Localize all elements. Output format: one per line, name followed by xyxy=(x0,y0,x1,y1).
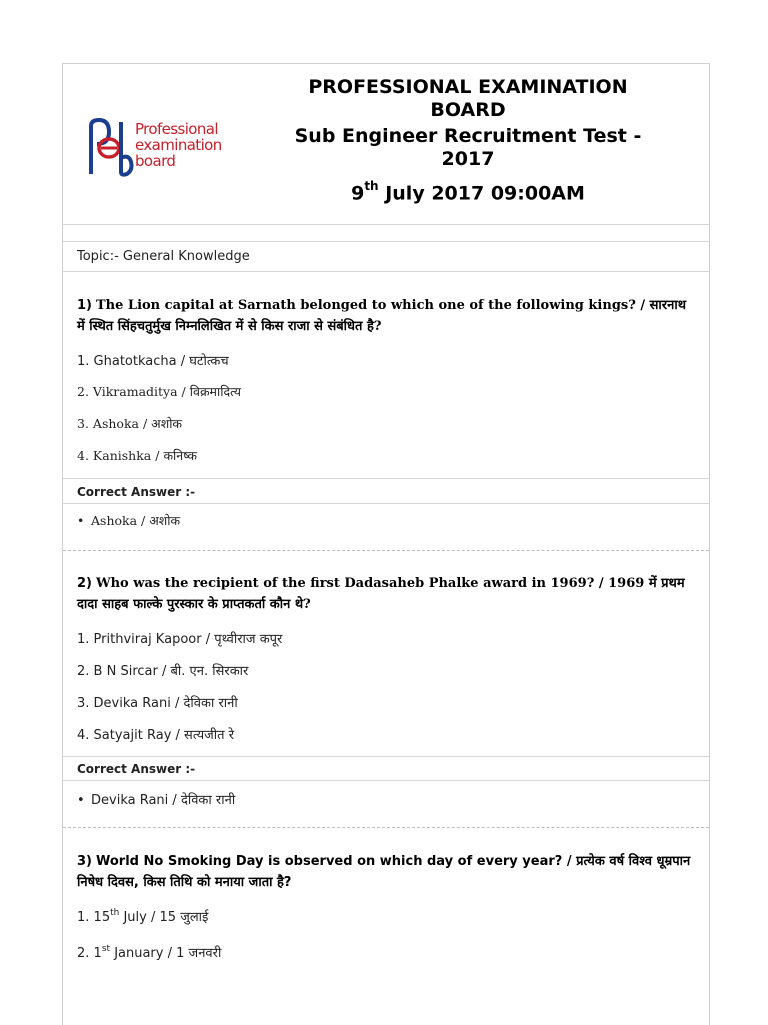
question-3 xyxy=(77,851,697,893)
logo-line: Professional xyxy=(135,120,218,138)
logo-line: board xyxy=(135,152,176,170)
option-item: 2. 1st January / 1 जनवरी xyxy=(77,943,222,961)
page-title xyxy=(263,76,673,205)
option-item: 2. Vikramaditya / विक्रमादित्य xyxy=(77,384,242,399)
option-item: 4. Kanishka / कनिष्क xyxy=(77,448,197,463)
question-number: 3) xyxy=(77,854,92,869)
date-suffix: th xyxy=(364,179,379,193)
option-item: 3. Devika Rani / देविका रानी xyxy=(77,696,238,711)
title-test: Sub Engineer Recruitment Test - 2017 xyxy=(294,125,642,170)
option-item: 2. B N Sircar / बी. एन. सिरकार xyxy=(77,664,249,679)
question-text: World No Smoking Day is observed on which day of every year? / प्रत्येक वर्ष विश्व धूम्रपान निषेध दिवस, किस तिथि को मनाया जाता है? xyxy=(77,854,691,890)
question-separator xyxy=(63,550,709,551)
logo-line: examination xyxy=(135,136,222,154)
question-2 xyxy=(77,573,697,615)
header xyxy=(63,64,709,224)
divider xyxy=(63,224,709,225)
question-text: The Lion capital at Sarnath belonged to which one of the following kings? / सारनाथ में स्थित सिंहचतुर्मुख निम्नलिखित में से किस राजा से संबंधित है? xyxy=(77,298,687,334)
correct-answer-label: Correct Answer :- xyxy=(77,485,196,499)
correct-answer: • Devika Rani / देविका रानी xyxy=(77,793,236,808)
divider xyxy=(63,780,709,781)
correct-answer-label: Correct Answer :- xyxy=(77,762,196,776)
document-page xyxy=(62,63,710,1025)
topic-label: Topic:- General Knowledge xyxy=(77,249,250,264)
logo-text xyxy=(135,121,222,169)
option-item: 1. 15th July / 15 जुलाई xyxy=(77,907,209,925)
divider xyxy=(63,756,709,757)
peb-logo xyxy=(87,116,227,178)
bullet-icon: • xyxy=(77,513,85,528)
option-item: 1. Ghatotkacha / घटोत्कच xyxy=(77,354,229,369)
option-item: 3. Ashoka / अशोक xyxy=(77,416,183,431)
date-rest: July 2017 09:00AM xyxy=(378,182,585,205)
divider xyxy=(63,271,709,272)
peb-logo-icon xyxy=(87,116,135,178)
title-date xyxy=(263,177,673,205)
date-day: 9 xyxy=(351,182,365,205)
question-text: Who was the recipient of the first Dadasaheb Phalke award in 1969? / 1969 में प्रथम दादा साहब फाल्के पुरस्कार के प्राप्तकर्ता कौन थे? xyxy=(77,576,685,612)
question-separator xyxy=(63,827,709,828)
bullet-icon: • xyxy=(77,793,85,808)
option-item: 4. Satyajit Ray / सत्यजीत रे xyxy=(77,728,235,743)
divider xyxy=(63,478,709,479)
divider xyxy=(63,503,709,504)
title-board: PROFESSIONAL EXAMINATION BOARD xyxy=(308,76,628,121)
question-number: 1) xyxy=(77,298,92,313)
divider xyxy=(63,241,709,242)
correct-answer: • Ashoka / अशोक xyxy=(77,513,181,528)
question-number: 2) xyxy=(77,576,92,591)
question-1 xyxy=(77,295,697,337)
option-item: 1. Prithviraj Kapoor / पृथ्वीराज कपूर xyxy=(77,632,283,647)
